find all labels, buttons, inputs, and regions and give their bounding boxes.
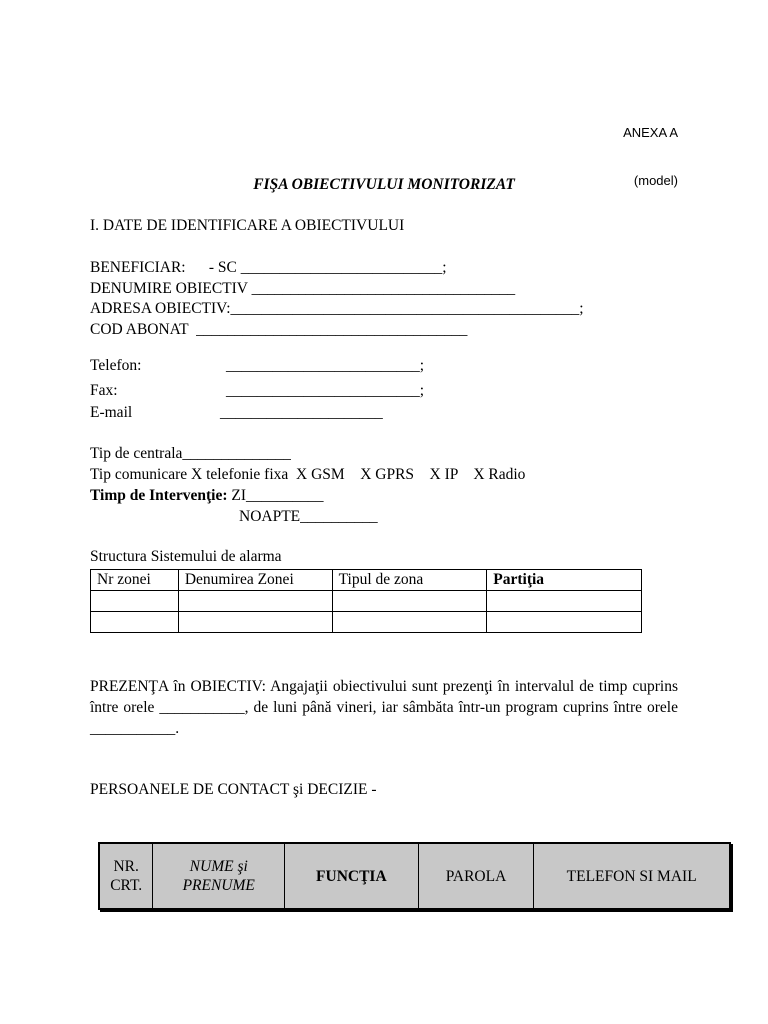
table-cell: [332, 591, 487, 612]
prenume-label: PRENUME: [182, 877, 255, 894]
table-cell: [178, 612, 332, 633]
col-header-telefon-mail: TELEFON SI MAIL: [534, 843, 730, 909]
prezenta-text: Angajaţii obiectivului sunt prezenţi în intervalul de timp cuprins între orele ___________, de luni până vineri, iar sâmbăta într-un program cuprins între orele ___________.: [90, 678, 678, 737]
telefon-line: _________________________;: [226, 357, 425, 374]
cod-abonat-field: COD ABONAT ___________________________________: [90, 321, 468, 338]
fax-label: Fax:: [90, 382, 118, 399]
noapte-field: NOAPTE__________: [239, 508, 378, 525]
table-cell: [91, 612, 179, 633]
email-label: E-mail: [90, 404, 133, 421]
nume-label: NUME şi: [189, 858, 248, 875]
prezenta-paragraph: [90, 676, 678, 739]
document-title: FIŞA OBIECTIVULUI MONITORIZAT: [253, 176, 515, 193]
col-header-denumirea-zonei: Denumirea Zonei: [178, 570, 332, 591]
table-cell: [91, 591, 179, 612]
col-header-nr-zonei: Nr zonei: [91, 570, 179, 591]
table-cell: [332, 612, 487, 633]
timp-interventie-label: Timp de Intervenţie:: [90, 487, 228, 504]
timp-zi-line: ZI__________: [227, 487, 324, 504]
col-header-parola: PAROLA: [418, 843, 534, 909]
contact-header-row: [99, 843, 730, 909]
col-header-nume-prenume: [153, 843, 285, 909]
persoane-contact-heading: PERSOANELE DE CONTACT şi DECIZIE -: [90, 781, 377, 798]
table-header-row: [91, 570, 642, 591]
table-row: [91, 591, 642, 612]
prezenta-label: PREZENŢA în OBIECTIV:: [90, 678, 266, 695]
telefon-label: Telefon:: [90, 357, 142, 374]
structura-table: [90, 569, 642, 633]
col-header-tipul-de-zona: Tipul de zona: [332, 570, 487, 591]
table-cell: [487, 591, 642, 612]
table-cell: [487, 612, 642, 633]
table-cell: [178, 591, 332, 612]
section-heading: I. DATE DE IDENTIFICARE A OBIECTIVULUI: [90, 217, 405, 234]
col-header-nr-crt: [99, 843, 153, 909]
table-row: [91, 612, 642, 633]
timp-interventie-field: [90, 487, 324, 505]
annex-title: ANEXA A: [623, 125, 678, 140]
denumire-obiectiv-field: DENUMIRE OBIECTIV __________________________________: [90, 280, 516, 297]
crt-label: CRT.: [110, 877, 143, 894]
annex-subtitle: (model): [633, 173, 678, 188]
email-line: _____________________: [220, 404, 383, 421]
contact-table: [98, 842, 731, 910]
nr-label: NR.: [113, 858, 139, 875]
beneficiar-field: BENEFICIAR: - SC __________________________;: [90, 259, 447, 276]
structura-caption: Structura Sistemului de alarma: [90, 548, 282, 565]
col-header-functia: FUNCŢIA: [285, 843, 419, 909]
adresa-obiectiv-field: ADRESA OBIECTIV:_____________________________________________;: [90, 300, 584, 317]
fax-line: _________________________;: [226, 382, 425, 399]
col-header-partitia: Partiţia: [487, 570, 642, 591]
tip-centrala-field: Tip de centrala______________: [90, 445, 291, 462]
tip-comunicare-field: Tip comunicare X telefonie fixa X GSM X GPRS X IP X Radio: [90, 466, 526, 483]
